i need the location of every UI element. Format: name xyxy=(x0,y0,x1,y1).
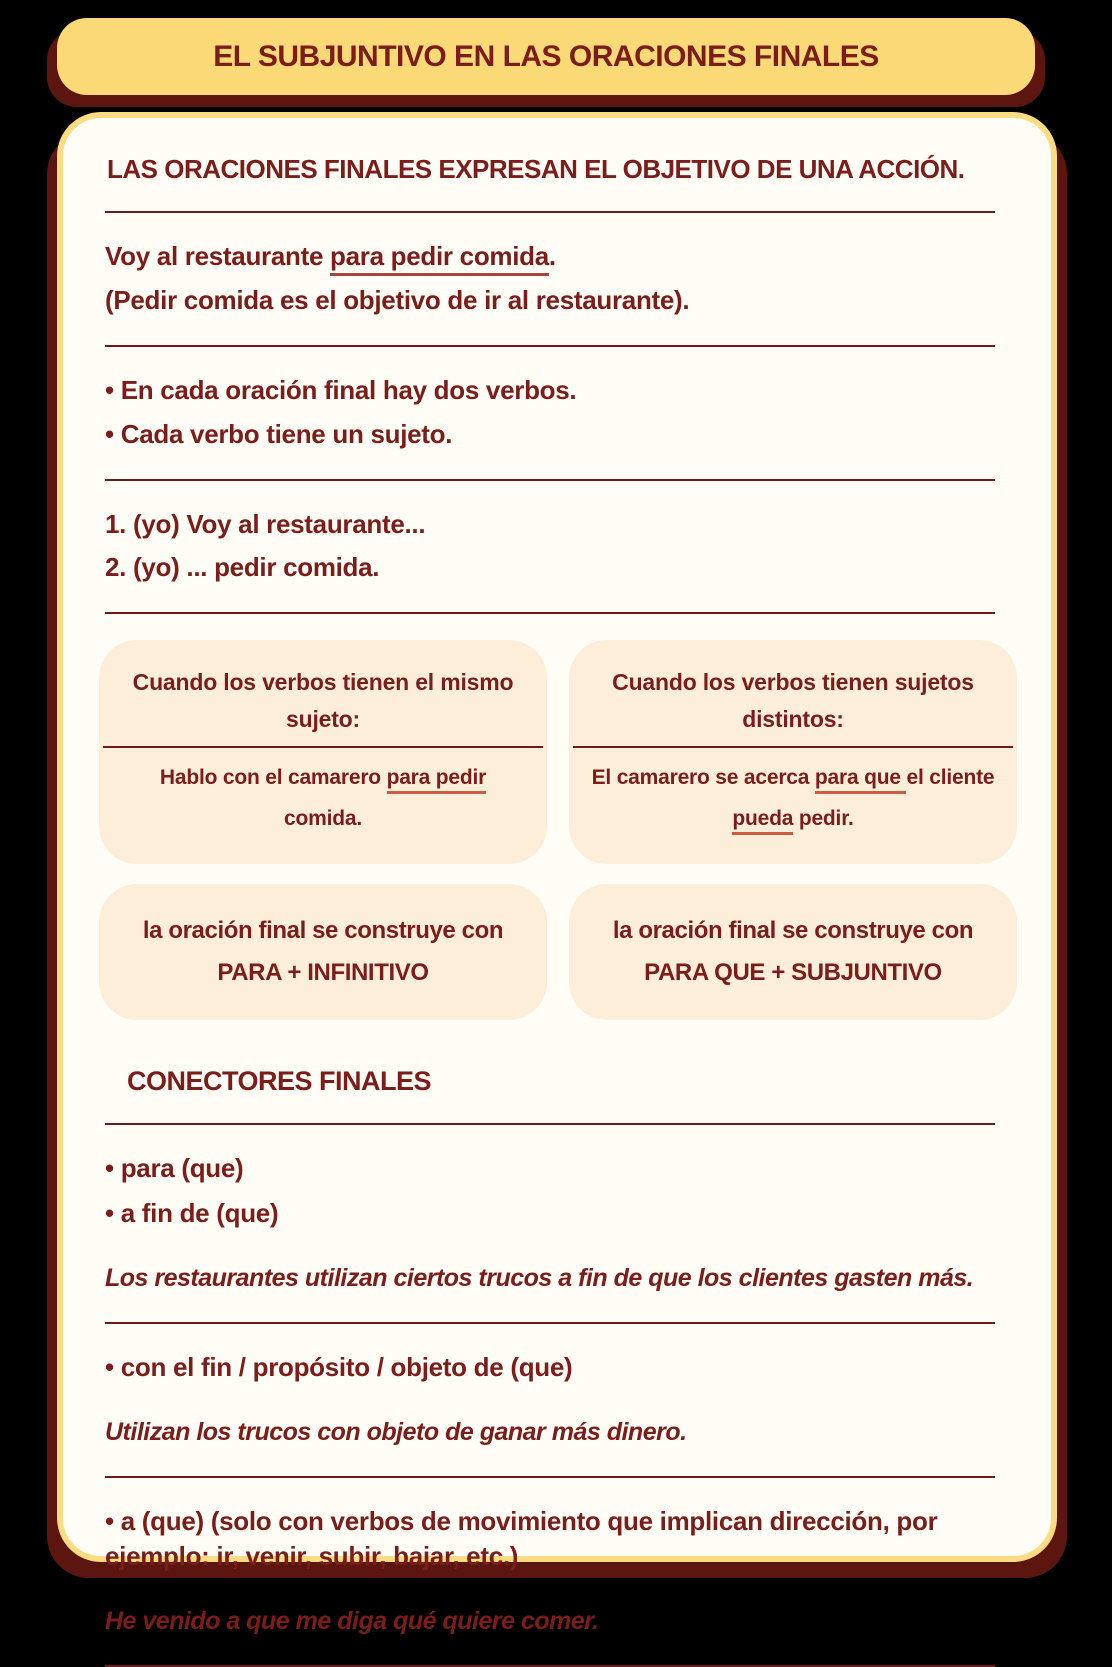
connector-bullet-a-fin-de: • a fin de (que) xyxy=(105,1197,279,1228)
infinitive-rule-line2: PARA + INFINITIVO xyxy=(217,958,429,986)
connector-example-1: Los restaurantes utilizan ciertos trucos a fin de que los clientes gasten más. xyxy=(105,1263,974,1292)
intro-bullet-1: • En cada oración final hay dos verbos. xyxy=(105,374,577,405)
divider xyxy=(105,211,995,213)
same-subject-example xyxy=(119,758,527,840)
different-subject-box xyxy=(569,640,1017,863)
rule-boxes-row xyxy=(99,884,1023,1020)
same-subject-example-post: comida. xyxy=(284,806,362,830)
different-subject-example-p3: pedir. xyxy=(793,806,854,830)
divider xyxy=(105,1123,995,1125)
divider xyxy=(105,1476,995,1478)
subject-boxes-row xyxy=(99,640,1023,863)
subjunctive-rule-line1: la oración final se construye con xyxy=(612,916,974,944)
different-subject-example xyxy=(589,758,997,840)
different-subject-heading: Cuando los verbos tienen sujetos distintos: xyxy=(573,664,1013,748)
numbered-item-1: 1. (yo) Voy al restaurante... xyxy=(105,508,426,539)
infinitive-rule-line1: la oración final se construye con xyxy=(142,916,504,944)
subjunctive-rule-line2: PARA QUE + SUBJUNTIVO xyxy=(644,958,942,986)
infinitive-rule-box xyxy=(99,884,547,1020)
intro-example-note: (Pedir comida es el objetivo de ir al restaurante). xyxy=(105,284,690,315)
intro-example-post: . xyxy=(548,241,556,271)
page-title: EL SUBJUNTIVO EN LAS ORACIONES FINALES xyxy=(213,39,879,73)
intro-example xyxy=(105,239,995,275)
connector-example-2: Utilizan los trucos con objeto de ganar más dinero. xyxy=(105,1418,687,1446)
divider xyxy=(105,1322,995,1324)
intro-heading: LAS ORACIONES FINALES EXPRESAN EL OBJETIVO DE UNA ACCIÓN. xyxy=(107,154,965,184)
divider xyxy=(105,345,995,347)
connector-bullet-para-que: • para (que) xyxy=(105,1152,244,1183)
same-subject-box xyxy=(99,640,547,863)
different-subject-example-u1: para que xyxy=(815,766,907,794)
connector-bullet-con-el-fin: • con el fin / propósito / objeto de (que) xyxy=(105,1351,573,1382)
numbered-item-2: 2. (yo) ... pedir comida. xyxy=(105,552,380,583)
divider xyxy=(105,612,995,614)
different-subject-example-u2: pueda xyxy=(732,807,793,835)
intro-example-underlined: para pedir comida xyxy=(330,241,549,276)
same-subject-example-pre: Hablo con el camarero xyxy=(159,765,387,789)
content-card xyxy=(57,112,1057,1636)
intro-example-pre: Voy al restaurante xyxy=(105,241,331,271)
subjunctive-rule-box xyxy=(569,884,1017,1020)
connector-bullet-a-que: • a (que) (solo con verbos de movimiento que implican dirección, por ejemplo: ir, venir, subir, bajar, etc.) xyxy=(105,1506,938,1572)
different-subject-example-p1: El camarero se acerca xyxy=(591,765,815,789)
intro-bullet-2: • Cada verbo tiene un sujeto. xyxy=(105,418,453,449)
divider xyxy=(105,479,995,481)
title-banner xyxy=(57,18,1035,95)
connectors-heading: CONECTORES FINALES xyxy=(127,1065,432,1096)
different-subject-example-p2: el cliente xyxy=(906,765,995,789)
same-subject-heading: Cuando los verbos tienen el mismo sujeto: xyxy=(103,664,543,748)
connector-example-3: He venido a que me diga qué quiere comer. xyxy=(105,1607,599,1636)
same-subject-example-underlined: para pedir xyxy=(387,766,487,794)
